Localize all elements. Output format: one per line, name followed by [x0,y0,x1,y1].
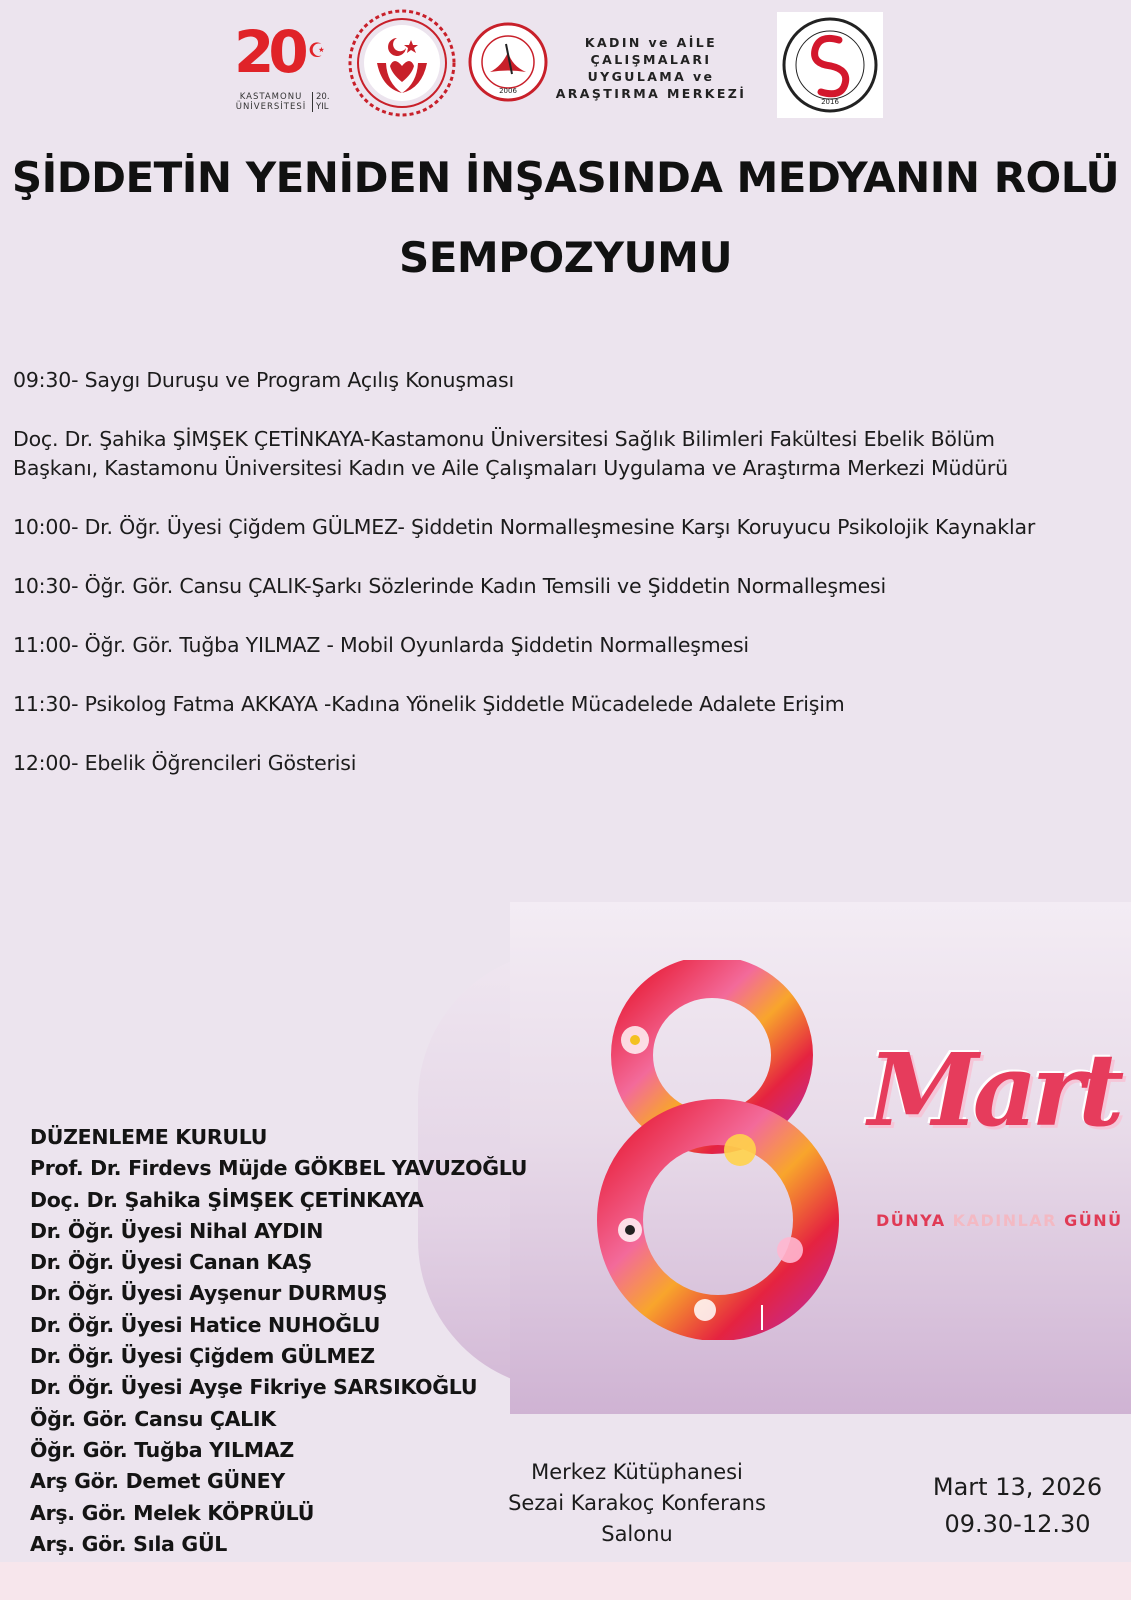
page-title: ŞİDDETİN YENİDEN İNŞASINDA MEDYANIN ROLÜ [11,153,1120,202]
event-day: Mart 13, 2026 [932,1473,1103,1501]
committee-member: Prof. Dr. Firdevs Müjde GÖKBEL YAVUZOĞLU [30,1156,528,1181]
committee-member: Dr. Öğr. Üyesi Ayşe Fikriye SARSIKOĞLU [30,1375,478,1400]
committee-member: Dr. Öğr. Üyesi Hatice NUHOĞLU [30,1312,381,1337]
center-name [542,34,760,102]
organizing-committee [30,1122,527,1560]
committee-member: Arş. Gör. Sıla GÜL [30,1531,228,1556]
program-item: 09:30- Saygı Duruşu ve Program Açılış Konuşması [13,368,514,392]
mart-word: Mart [868,1031,1119,1149]
event-date [910,1469,1125,1543]
ministry-family-emblem-icon [347,8,457,118]
kastamonu-university-seal-icon [468,22,548,102]
committee-member: Arş Gör. Demet GÜNEY [30,1469,285,1494]
program-item: 11:00- Öğr. Gör. Tuğba YILMAZ - Mobil Oyunlarda Şiddetin Normalleşmesi [13,633,749,657]
anniversary-number: 20 [234,18,303,86]
committee-member: Dr. Öğr. Üyesi Ayşenur DURMUŞ [30,1281,388,1306]
venue-line: Merkez Kütüphanesi [531,1460,743,1484]
womens-day-subtitle [876,1211,1123,1230]
flower-eight-icon [590,960,840,1344]
subtitle-part: GÜNÜ [1064,1211,1123,1230]
venue-line: Salonu [601,1522,673,1546]
anniversary-logo [230,20,338,120]
committee-member: Öğr. Gör. Cansu ÇALIK [30,1406,276,1431]
venue [484,1457,790,1550]
anniversary-university: KASTAMONU ÜNİVERSİTESİ [235,92,307,112]
event-time: 09.30-12.30 [944,1510,1091,1538]
bottom-strip [0,1562,1131,1600]
center-name-line: ARAŞTIRMA MERKEZİ [555,86,747,101]
center-name-line: UYGULAMA ve [587,69,715,84]
anniversary-year: 20. YIL [312,92,338,112]
svg-text:2006: 2006 [499,87,517,95]
committee-member: Doç. Dr. Şahika ŞİMŞEK ÇETİNKAYA [30,1187,424,1212]
venue-line: Sezai Karakoç Konferans [508,1491,766,1515]
committee-member: Dr. Öğr. Üyesi Canan KAŞ [30,1250,312,1275]
center-name-line: ÇALIŞMALARI [590,52,712,67]
svg-text:2016: 2016 [821,98,839,106]
program-item: 11:30- Psikolog Fatma AKKAYA -Kadına Yönelik Şiddetle Mücadelede Adalete Erişim [13,692,845,716]
program-speaker: Başkanı, Kastamonu Üniversitesi Kadın ve Aile Çalışmaları Uygulama ve Araştırma Merkezi Müdürü [13,456,1008,480]
health-sciences-faculty-seal-icon [777,12,883,118]
subtitle-part: KADINLAR [945,1211,1065,1230]
subtitle-part: DÜNYA [876,1211,946,1230]
program-item: 10:30- Öğr. Gör. Cansu ÇALIK-Şarkı Sözlerinde Kadın Temsili ve Şiddetin Normalleşmesi [13,574,886,598]
committee-member: Dr. Öğr. Üyesi Nihal AYDIN [30,1218,324,1243]
center-name-line: KADIN ve AİLE [584,35,718,50]
program-item: 10:00- Dr. Öğr. Üyesi Çiğdem GÜLMEZ- Şiddetin Normalleşmesine Karşı Koruyucu Psikolojik Kaynaklar [13,515,1036,539]
committee-member: Öğr. Gör. Tuğba YILMAZ [30,1437,294,1462]
page-subtitle: SEMPOZYUMU [398,233,733,282]
committee-member: Arş. Gör. Melek KÖPRÜLÜ [30,1500,315,1525]
logo-row [230,8,910,126]
program-list [13,366,1128,778]
program-speaker: Doç. Dr. Şahika ŞİMŞEK ÇETİNKAYA-Kastamonu Üniversitesi Sağlık Bilimleri Fakültesi Ebelik Bölüm [13,427,995,451]
program-item: 12:00- Ebelik Öğrencileri Gösterisi [13,751,357,775]
crescent-star-icon: ☪ [308,38,326,62]
committee-heading: DÜZENLEME KURULU [30,1125,268,1149]
committee-member: Dr. Öğr. Üyesi Çiğdem GÜLMEZ [30,1344,375,1369]
